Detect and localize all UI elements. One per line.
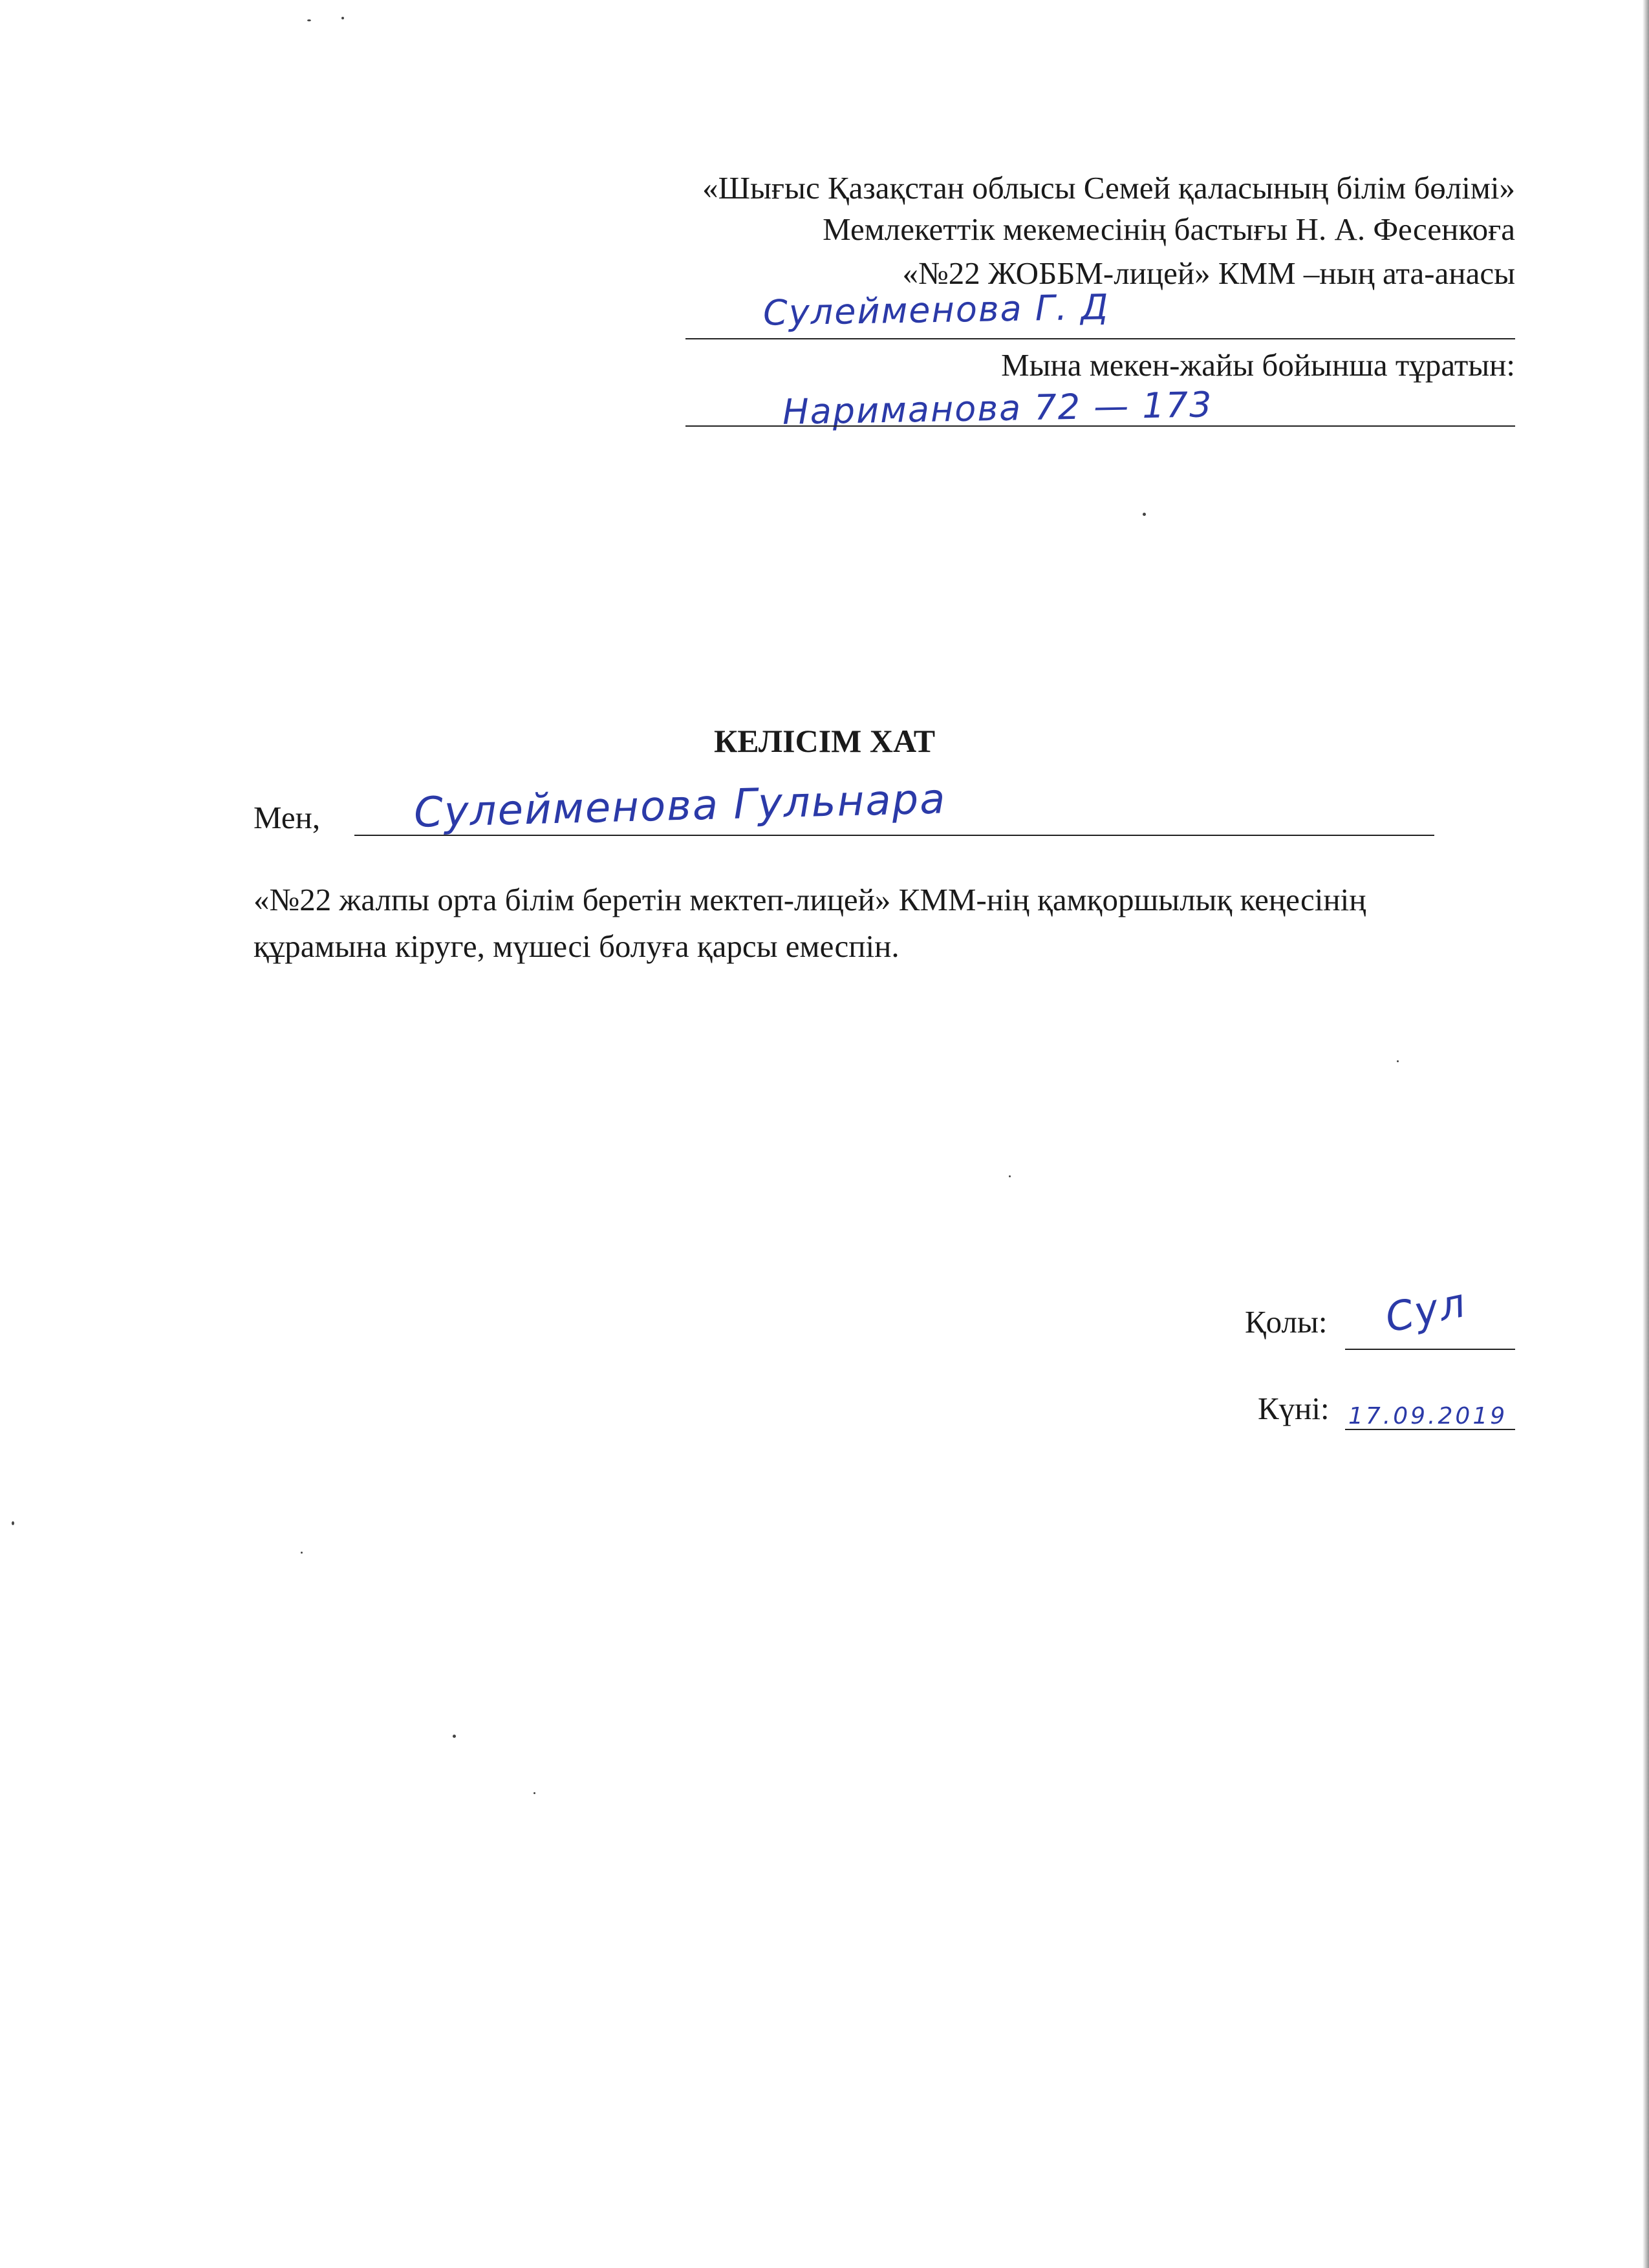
applicant-name-handwriting: Сулейменова Гульнара: [413, 775, 947, 837]
scan-speck: [534, 1792, 535, 1794]
address-label: Мына мекен-жайы бойынша тұратын:: [1001, 347, 1515, 383]
scan-speck: [301, 1552, 303, 1554]
scan-speck: [1397, 1060, 1399, 1062]
date-label: Күні:: [1258, 1391, 1330, 1426]
scan-edge-shadow: [1643, 0, 1649, 2268]
addressee-line-3: «№22 ЖОББМ-лицей» КММ –ның ата-анасы: [902, 255, 1515, 291]
document-title: КЕЛІСІМ ХАТ: [713, 723, 936, 759]
signature-underline: [1345, 1349, 1515, 1350]
scan-speck: [341, 17, 344, 19]
parent-name-handwriting: Сулейменова Г. Д: [762, 286, 1110, 334]
addressee-line-1: «Шығыс Қазақстан облысы Семей қаласының білім бөлімі»: [702, 170, 1515, 206]
scan-speck: [1009, 1175, 1011, 1177]
scan-speck: [12, 1521, 14, 1525]
scan-speck: [1143, 513, 1146, 516]
address-handwriting: Нариманова 72 — 173: [782, 384, 1213, 433]
signature-handwriting: Сул: [1381, 1278, 1471, 1342]
address-underline: [685, 425, 1515, 427]
scan-speck: [307, 19, 311, 21]
applicant-name-underline: [354, 835, 1434, 836]
scan-speck: [453, 1735, 456, 1738]
parent-name-underline: [685, 338, 1515, 339]
men-label: Мен,: [253, 800, 321, 835]
signature-label: Қолы:: [1245, 1304, 1328, 1340]
consent-statement: «№22 жалпы орта білім беретін мектеп-лицей» КММ-нің қамқоршылық кеңесінің құрамына кіруге, мүшесі болуға қарсы емеспін.: [253, 882, 1366, 964]
addressee-line-2: Мемлекеттік мекемесінің бастығы Н. А. Фесенкоға: [823, 211, 1515, 247]
date-handwriting: 17.09.2019: [1348, 1403, 1508, 1429]
date-underline: [1345, 1429, 1515, 1430]
